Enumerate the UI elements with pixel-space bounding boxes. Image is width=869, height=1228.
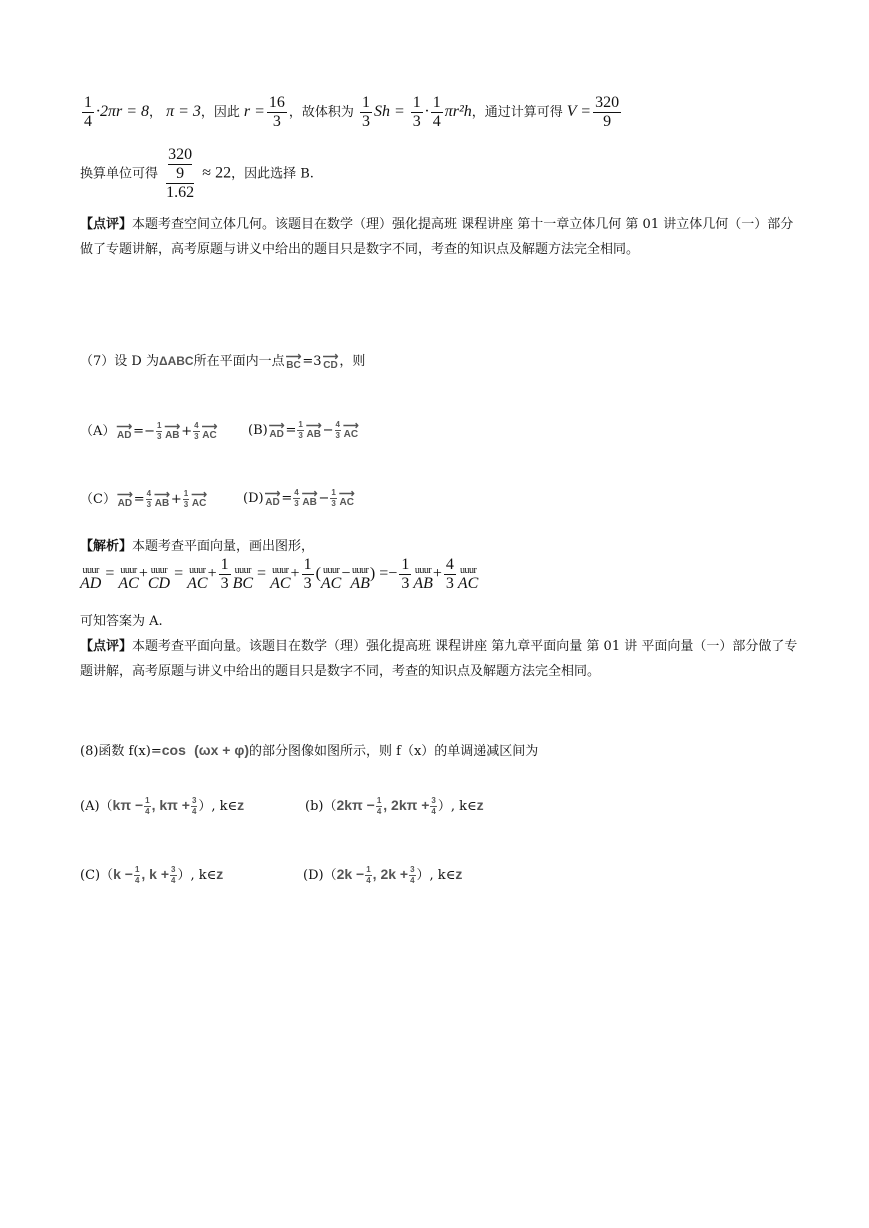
- cos-argument: (ωx + φ): [194, 742, 250, 758]
- fraction: $\frac{1}{3}$: [412, 94, 421, 130]
- comment-tag: 【点评】: [80, 217, 133, 232]
- analysis-q7-conclusion: 可知答案为 A.: [80, 614, 163, 629]
- option-7-B[interactable]: (B) ⟶ AD = $\frac{1}{3}$ ⟶ AB − $\frac{4}{3}$ ⟶ AC: [248, 419, 359, 440]
- option-7-C[interactable]: （C） ⟶ AD = $\frac{4}{3}$ ⟶ AB + $\frac{1}{3}$ ⟶ AC: [80, 488, 208, 509]
- option-8-B[interactable]: (b)（2kπ − $\frac{1}{4}$ , 2kπ + $\frac{3}{4}$ ）, k∈z: [305, 796, 484, 816]
- unit-conversion-line: 换算单位可得 320 9 1.62 ≈ 22，因此选择 B.: [80, 146, 314, 201]
- triangle-label: ΔABC: [158, 354, 194, 368]
- fraction: $\frac{1}{4}$: [432, 94, 441, 130]
- vector-cd: ⟶ CD: [322, 350, 339, 371]
- comment-q6: 【点评】本题考查空间立体几何。该题目在数学（理）强化提高班 课程讲座 第十一章立体几何 第 01 讲立体几何（一）部分做了专题讲解，高考原题与讲义中给出的题目只是数字不同，考查的知识点及解题方法完全相同。: [80, 217, 794, 257]
- cos-function: cos: [161, 742, 186, 758]
- compound-fraction: 320 9 1.62: [166, 146, 195, 201]
- question-8-stem: (8)函数 f(x)=cos (ωx + φ)的部分图像如图所示，则 f（x）的单调递减区间为: [80, 742, 539, 759]
- analysis-q7-intro: 【解析】本题考查平面向量，画出图形，: [80, 539, 315, 554]
- analysis-q7-equation: uuur AD = uuur AC + uuur CD = uuur AC + $\frac{1}{3}$ uuur BC = uuur AC + $\frac{1}{3}$ ( uuur AC − uuur AB ) =− $\frac{1}{3}$ uuur AB + $\frac{4}{3}$ uuur AC: [80, 556, 479, 592]
- fraction: $\frac{1}{3}$: [361, 94, 370, 130]
- option-8-C[interactable]: (C)（k − $\frac{1}{4}$ , k + $\frac{3}{4}$ ）, k∈z: [80, 865, 224, 885]
- option-7-A[interactable]: （A） ⟶ AD =− $\frac{1}{3}$ ⟶ AB + $\frac{4}{3}$ ⟶ AC: [80, 420, 218, 441]
- question-7-stem: （7）设 D 为ΔABC所在平面内一点 ⟶ BC =3 ⟶ CD ，则: [80, 350, 366, 371]
- volume-formula-line: $\frac{1}{4}$ ·2πr = 8， π = 3，因此 r = $\frac{16}{3}$ ，故体积为 $\frac{1}{3}$ Sh = $\frac{1}{3}$ · $\frac{1}{4}$ πr²h，通过计算可得 V = $\frac{320}{9}$: [84, 94, 620, 130]
- option-8-A[interactable]: (A)（kπ − $\frac{1}{4}$ , kπ + $\frac{3}{4}$ ）, k∈z: [80, 796, 245, 816]
- fraction: $\frac{16}{3}$: [268, 94, 285, 130]
- option-8-D[interactable]: (D)（2k − $\frac{1}{4}$ , 2k + $\frac{3}{4}$ ）, k∈z: [303, 865, 463, 885]
- fraction: $\frac{1}{4}$: [84, 94, 92, 130]
- fraction: $\frac{320}{9}$: [595, 94, 620, 130]
- comment-q7: 【点评】本题考查平面向量。该题目在数学（理）强化提高班 课程讲座 第九章平面向量 第 01 讲 平面向量（一）部分做了专题讲解，高考原题与讲义中给出的题目只是数字不同，考查的知识点及解题方法完全相同。: [80, 639, 798, 679]
- option-7-D[interactable]: (D) ⟶ AD = $\frac{4}{3}$ ⟶ AB − $\frac{1}{3}$ ⟶ AC: [243, 487, 355, 508]
- vector-bc: ⟶ BC: [285, 350, 302, 371]
